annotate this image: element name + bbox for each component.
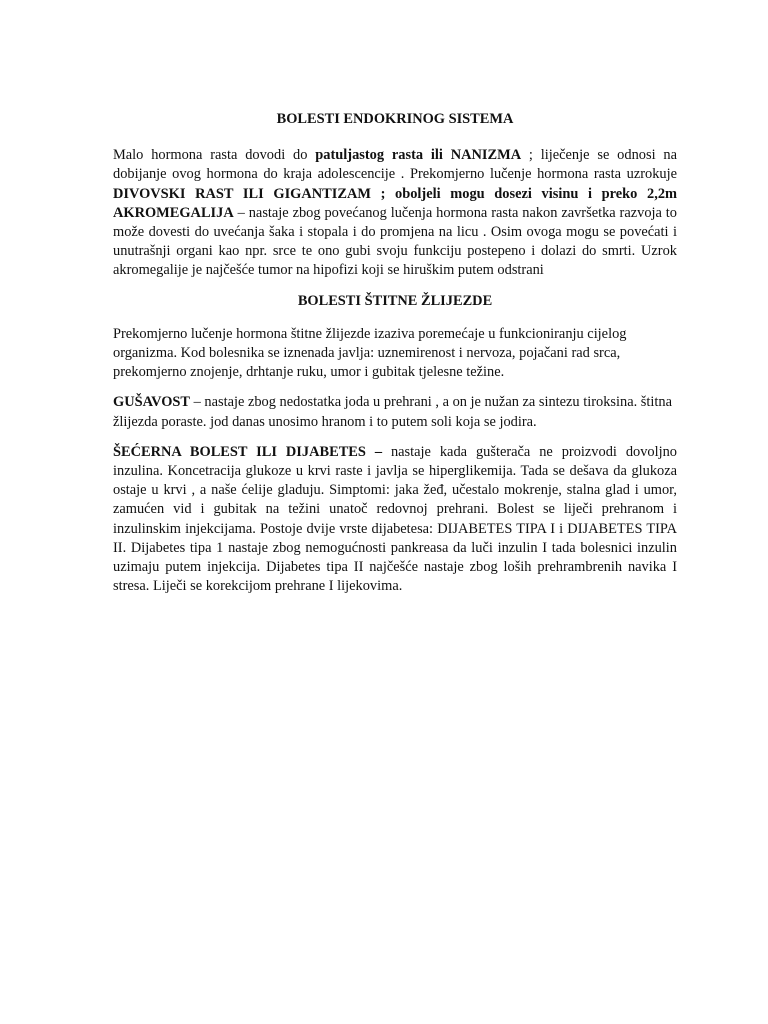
paragraph-diabetes [113,443,677,597]
text-run: – nastaje zbog nedostatka joda u prehrani , a on je nužan za sintezu tiroksina. štitna žlijezda poraste. jod danas unosimo hranom i to putem soli koja se jodira. [113,394,672,430]
paragraph-gusavost [113,393,677,431]
text-run: nastaje kada gušterača ne proizvodi dovoljno inzulina. Koncetracija glukoze u krvi raste i javlja se hiperglikemija. Tada se dešava da glukoza ostaje u krvi , a naše ćelije gladuju. Simptomi: jaka žeđ, učestalo mokrenje, stalna glad i umor, zamućen vid i gubitak na težini unatoč redovnoj prehrani. Bolest se liječi prehranom i inzulinskim injekcijama. Postoje dvije vrste dijabetesa: DIJABETES TIPA I i DIJABETES TIPA II. Dijabetes tipa 1 nastaje zbog nemogućnosti pankreasa da luči inzulin I tada bolesnici inzulin uzimaju putem injekcija. Dijabetes tipa II najčešće nastaje zbog loših prehrambrenih navika I stresa. Liječi se korekcijom prehrane I lijekovima. [113,443,677,595]
paragraph-growth-hormone [113,146,677,280]
document-page [113,110,677,596]
section-title-thyroid: BOLESTI ŠTITNE ŽLIJEZDE [297,292,493,309]
text-run: – nastaje zbog povećanog lučenja hormona rasta nakon završetka razvoja to može dovesti do uvećanja šaka i stopala i do promjena na licu . Osim ovoga mogu se povećati i unutrašnji organi kao npr. srce te ono gubi svoju funkciju postepeno i dolazi do smrti. Uzrok akromegalije je najčešće tumor na hipofizi koji se hiruškim putem odstrani [113,204,677,279]
bold-run-gusavost: GUŠAVOST [113,394,191,411]
bold-run-gigantizam: DIVOVSKI RAST ILI GIGANTIZAM ; oboljeli mogu dosezi visinu i preko 2,2m AKROMEGALIJA [113,185,677,221]
bold-run-dijabetes: ŠEĆERNA BOLEST ILI DIJABETES – [113,443,383,460]
text-run: Malo hormona rasta dovodi do [113,147,316,164]
bold-run-nanizam: patuljastog rasta ili NANIZMA [315,147,522,164]
text-run: ; liječenje se odnosi na dobijanje ovog hormona do kraja adolescencije . Prekomjerno lučenje hormona rasta uzrokuje [113,147,677,183]
document-title: BOLESTI ENDOKRINOG SISTEMA [276,111,514,127]
paragraph-thyroid: Prekomjerno lučenje hormona štitne žlijezde izaziva poremećaje u funkcioniranju cijelog organizma. Kod bolesnika se iznenada javlja: uznemirenost i nervoza, pojačani rad srca, prekomjerno znojenje, drhtanje ruku, umor i gubitak tjelesne težine. [113,325,627,381]
